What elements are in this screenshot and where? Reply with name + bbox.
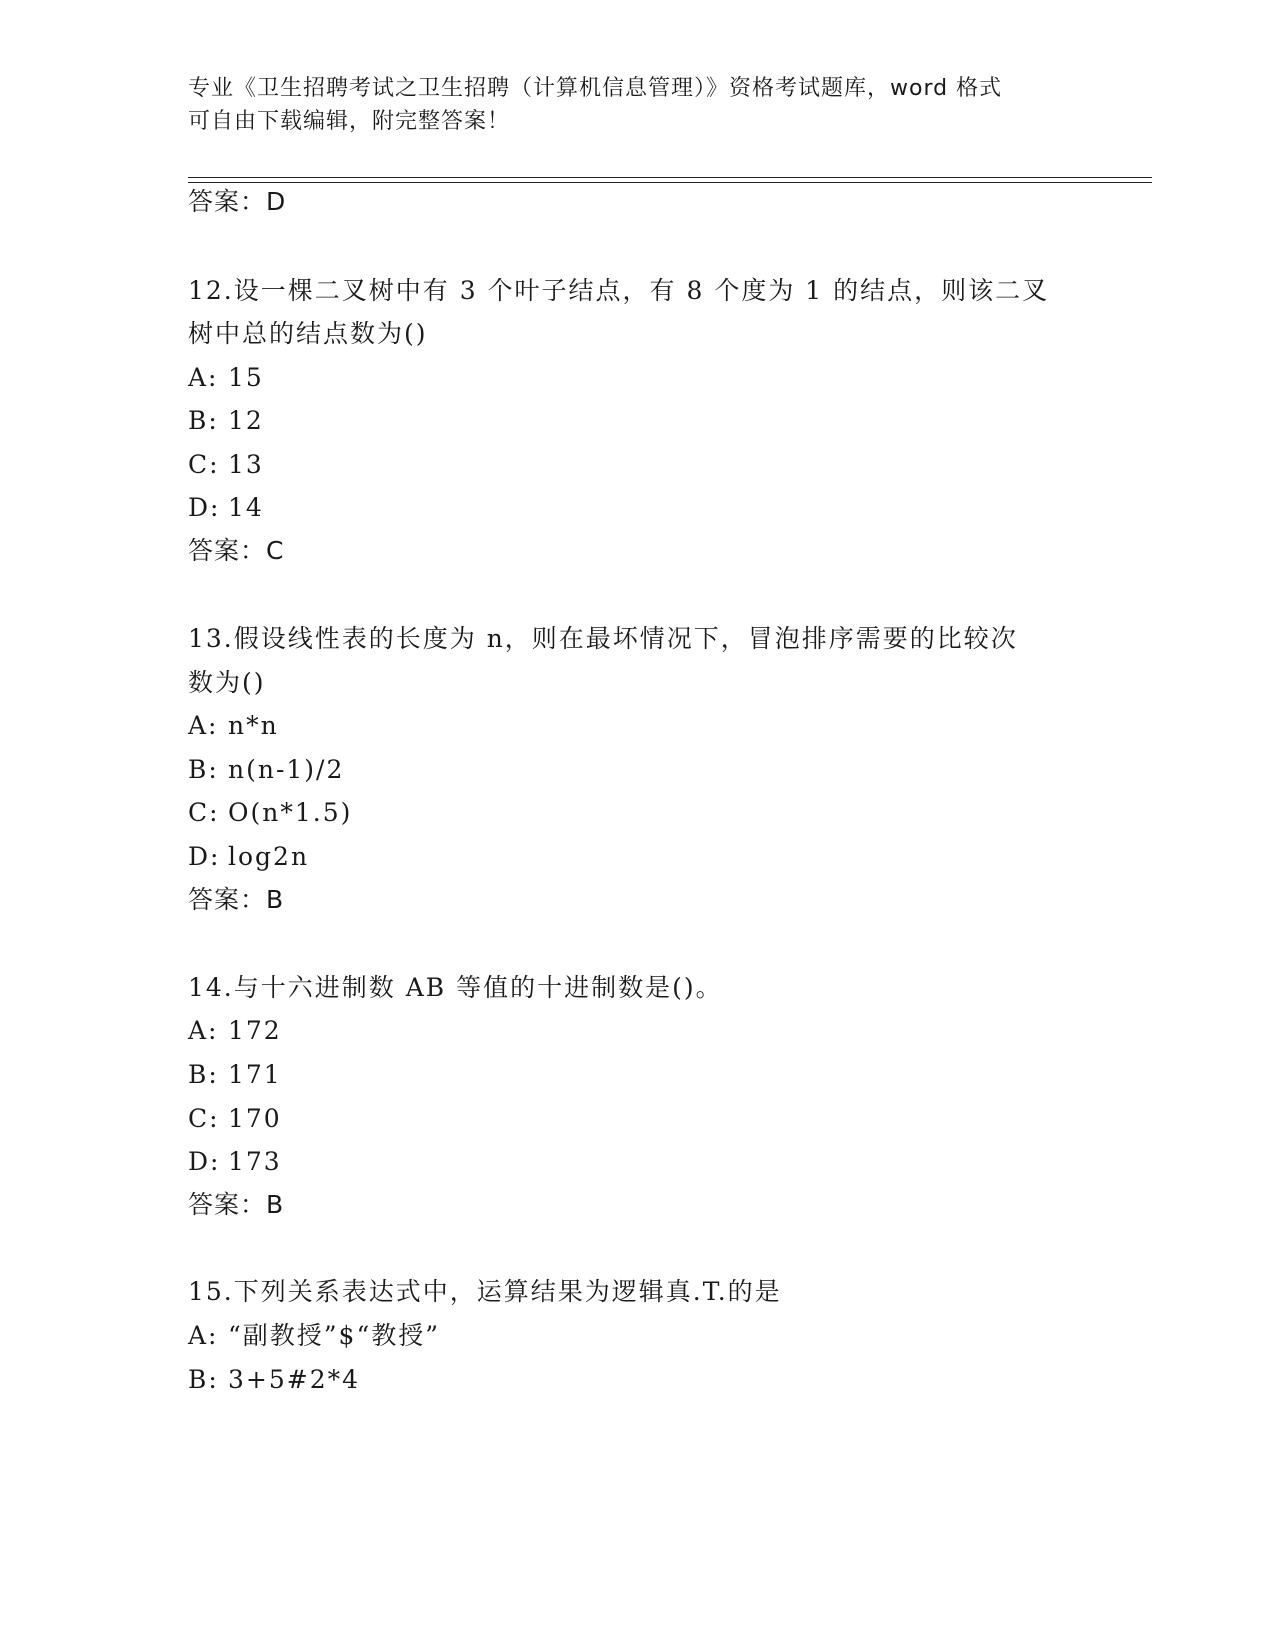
question-13-option-d xyxy=(188,842,309,872)
previous-answer: 答案：D xyxy=(188,187,287,216)
option-text: 14 xyxy=(228,493,264,522)
option-text: 170 xyxy=(228,1104,282,1133)
option-label: A: xyxy=(188,711,219,740)
option-label: B: xyxy=(188,1060,219,1089)
question-13-answer: 答案：B xyxy=(188,885,285,914)
option-label: D: xyxy=(188,493,221,522)
option-label: D: xyxy=(188,842,221,871)
question-12-stem-line-1: 12.设一棵二叉树中有 3 个叶子结点，有 8 个度为 1 的结点，则该二叉 xyxy=(188,276,1050,305)
option-text: n*n xyxy=(228,711,279,740)
option-label: A: xyxy=(188,363,219,392)
header-rule-top xyxy=(188,177,1152,178)
question-15-stem-line-1: 15.下列关系表达式中，运算结果为逻辑真.T.的是 xyxy=(188,1277,782,1306)
question-12-option-c xyxy=(188,450,264,480)
option-label: B: xyxy=(188,755,219,784)
option-label: A: xyxy=(188,1016,219,1045)
option-text: 15 xyxy=(228,363,264,392)
question-12-answer: 答案：C xyxy=(188,536,285,565)
option-label: A: xyxy=(188,1321,219,1350)
option-text: O(n*1.5) xyxy=(228,798,353,827)
question-13-stem-line-2: 数为() xyxy=(188,668,266,697)
option-text: log2n xyxy=(228,842,310,871)
question-14-stem-line-1: 14.与十六进制数 AB 等值的十进制数是()。 xyxy=(188,973,723,1002)
question-12-stem-line-2: 树中总的结点数为() xyxy=(188,319,428,348)
option-text: 172 xyxy=(228,1016,282,1045)
option-text: n(n-1)/2 xyxy=(228,755,345,784)
option-text: “副教授”$“教授” xyxy=(228,1321,441,1350)
option-label: C: xyxy=(188,798,220,827)
option-label: C: xyxy=(188,1104,220,1133)
question-14-option-c xyxy=(188,1104,282,1134)
option-label: C: xyxy=(188,450,220,479)
question-13-option-b xyxy=(188,755,344,785)
option-label: B: xyxy=(188,1365,219,1394)
question-13-stem-line-1: 13.假设线性表的长度为 n，则在最坏情况下，冒泡排序需要的比较次 xyxy=(188,624,1018,653)
question-14-option-b xyxy=(188,1060,282,1090)
question-15-option-a xyxy=(188,1321,440,1351)
option-text: 3+5#2*4 xyxy=(228,1365,361,1394)
option-label: B: xyxy=(188,406,219,435)
document-header xyxy=(188,72,1068,138)
option-text: 173 xyxy=(228,1147,282,1176)
header-line-2: 可自由下载编辑，附完整答案！ xyxy=(188,109,511,134)
question-12-option-b xyxy=(188,406,264,436)
option-text: 13 xyxy=(228,450,264,479)
option-label: D: xyxy=(188,1147,221,1176)
option-text: 12 xyxy=(228,406,264,435)
question-13-option-a xyxy=(188,711,279,741)
question-14-option-a xyxy=(188,1016,282,1046)
header-rule-bottom xyxy=(188,182,1152,183)
question-13-option-c xyxy=(188,798,352,828)
question-12-option-d xyxy=(188,493,264,523)
question-14-answer: 答案：B xyxy=(188,1190,285,1219)
header-line-1: 专业《卫生招聘考试之卫生招聘（计算机信息管理）》资格考试题库，word 格式 xyxy=(188,76,1003,101)
option-text: 171 xyxy=(228,1060,282,1089)
question-15-option-b xyxy=(188,1365,360,1395)
question-14-option-d xyxy=(188,1147,282,1177)
question-12-option-a xyxy=(188,363,264,393)
